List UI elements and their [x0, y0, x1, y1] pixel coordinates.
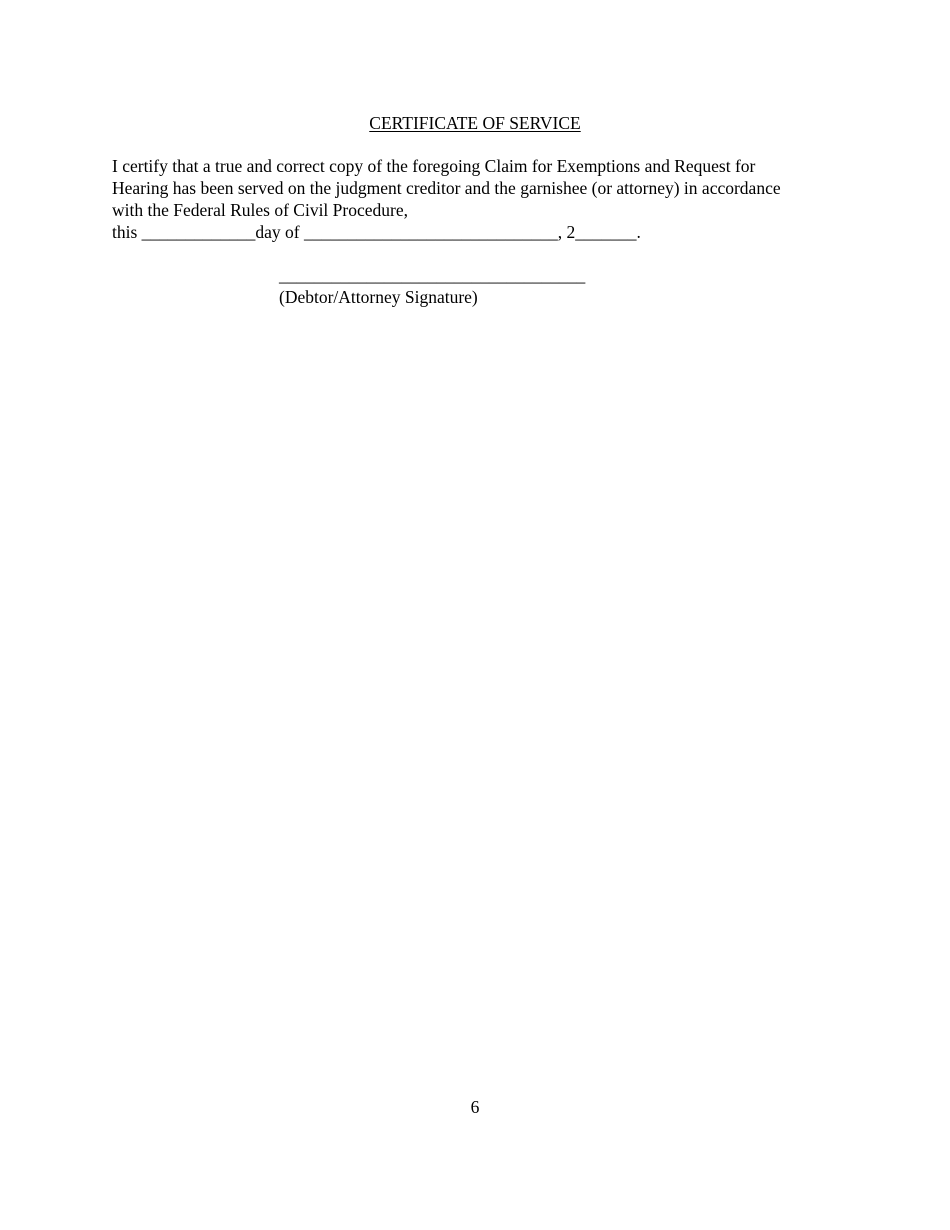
date-fill-line: this _____________day of _____________________________, 2_______. — [112, 222, 641, 242]
certification-line-2: Hearing has been served on the judgment creditor and the garnishee (or attorney) in accordance — [112, 178, 781, 198]
certification-line-1: I certify that a true and correct copy of the foregoing Claim for Exemptions and Request for — [112, 156, 756, 176]
signature-line: ___________________________________ — [279, 265, 586, 285]
page-title: CERTIFICATE OF SERVICE — [369, 113, 581, 133]
signature-block — [279, 264, 585, 308]
signature-caption: (Debtor/Attorney Signature) — [279, 287, 478, 307]
certification-line-3: with the Federal Rules of Civil Procedure, — [112, 200, 408, 220]
page-number: 6 — [470, 1097, 480, 1117]
certification-paragraph — [112, 155, 842, 243]
